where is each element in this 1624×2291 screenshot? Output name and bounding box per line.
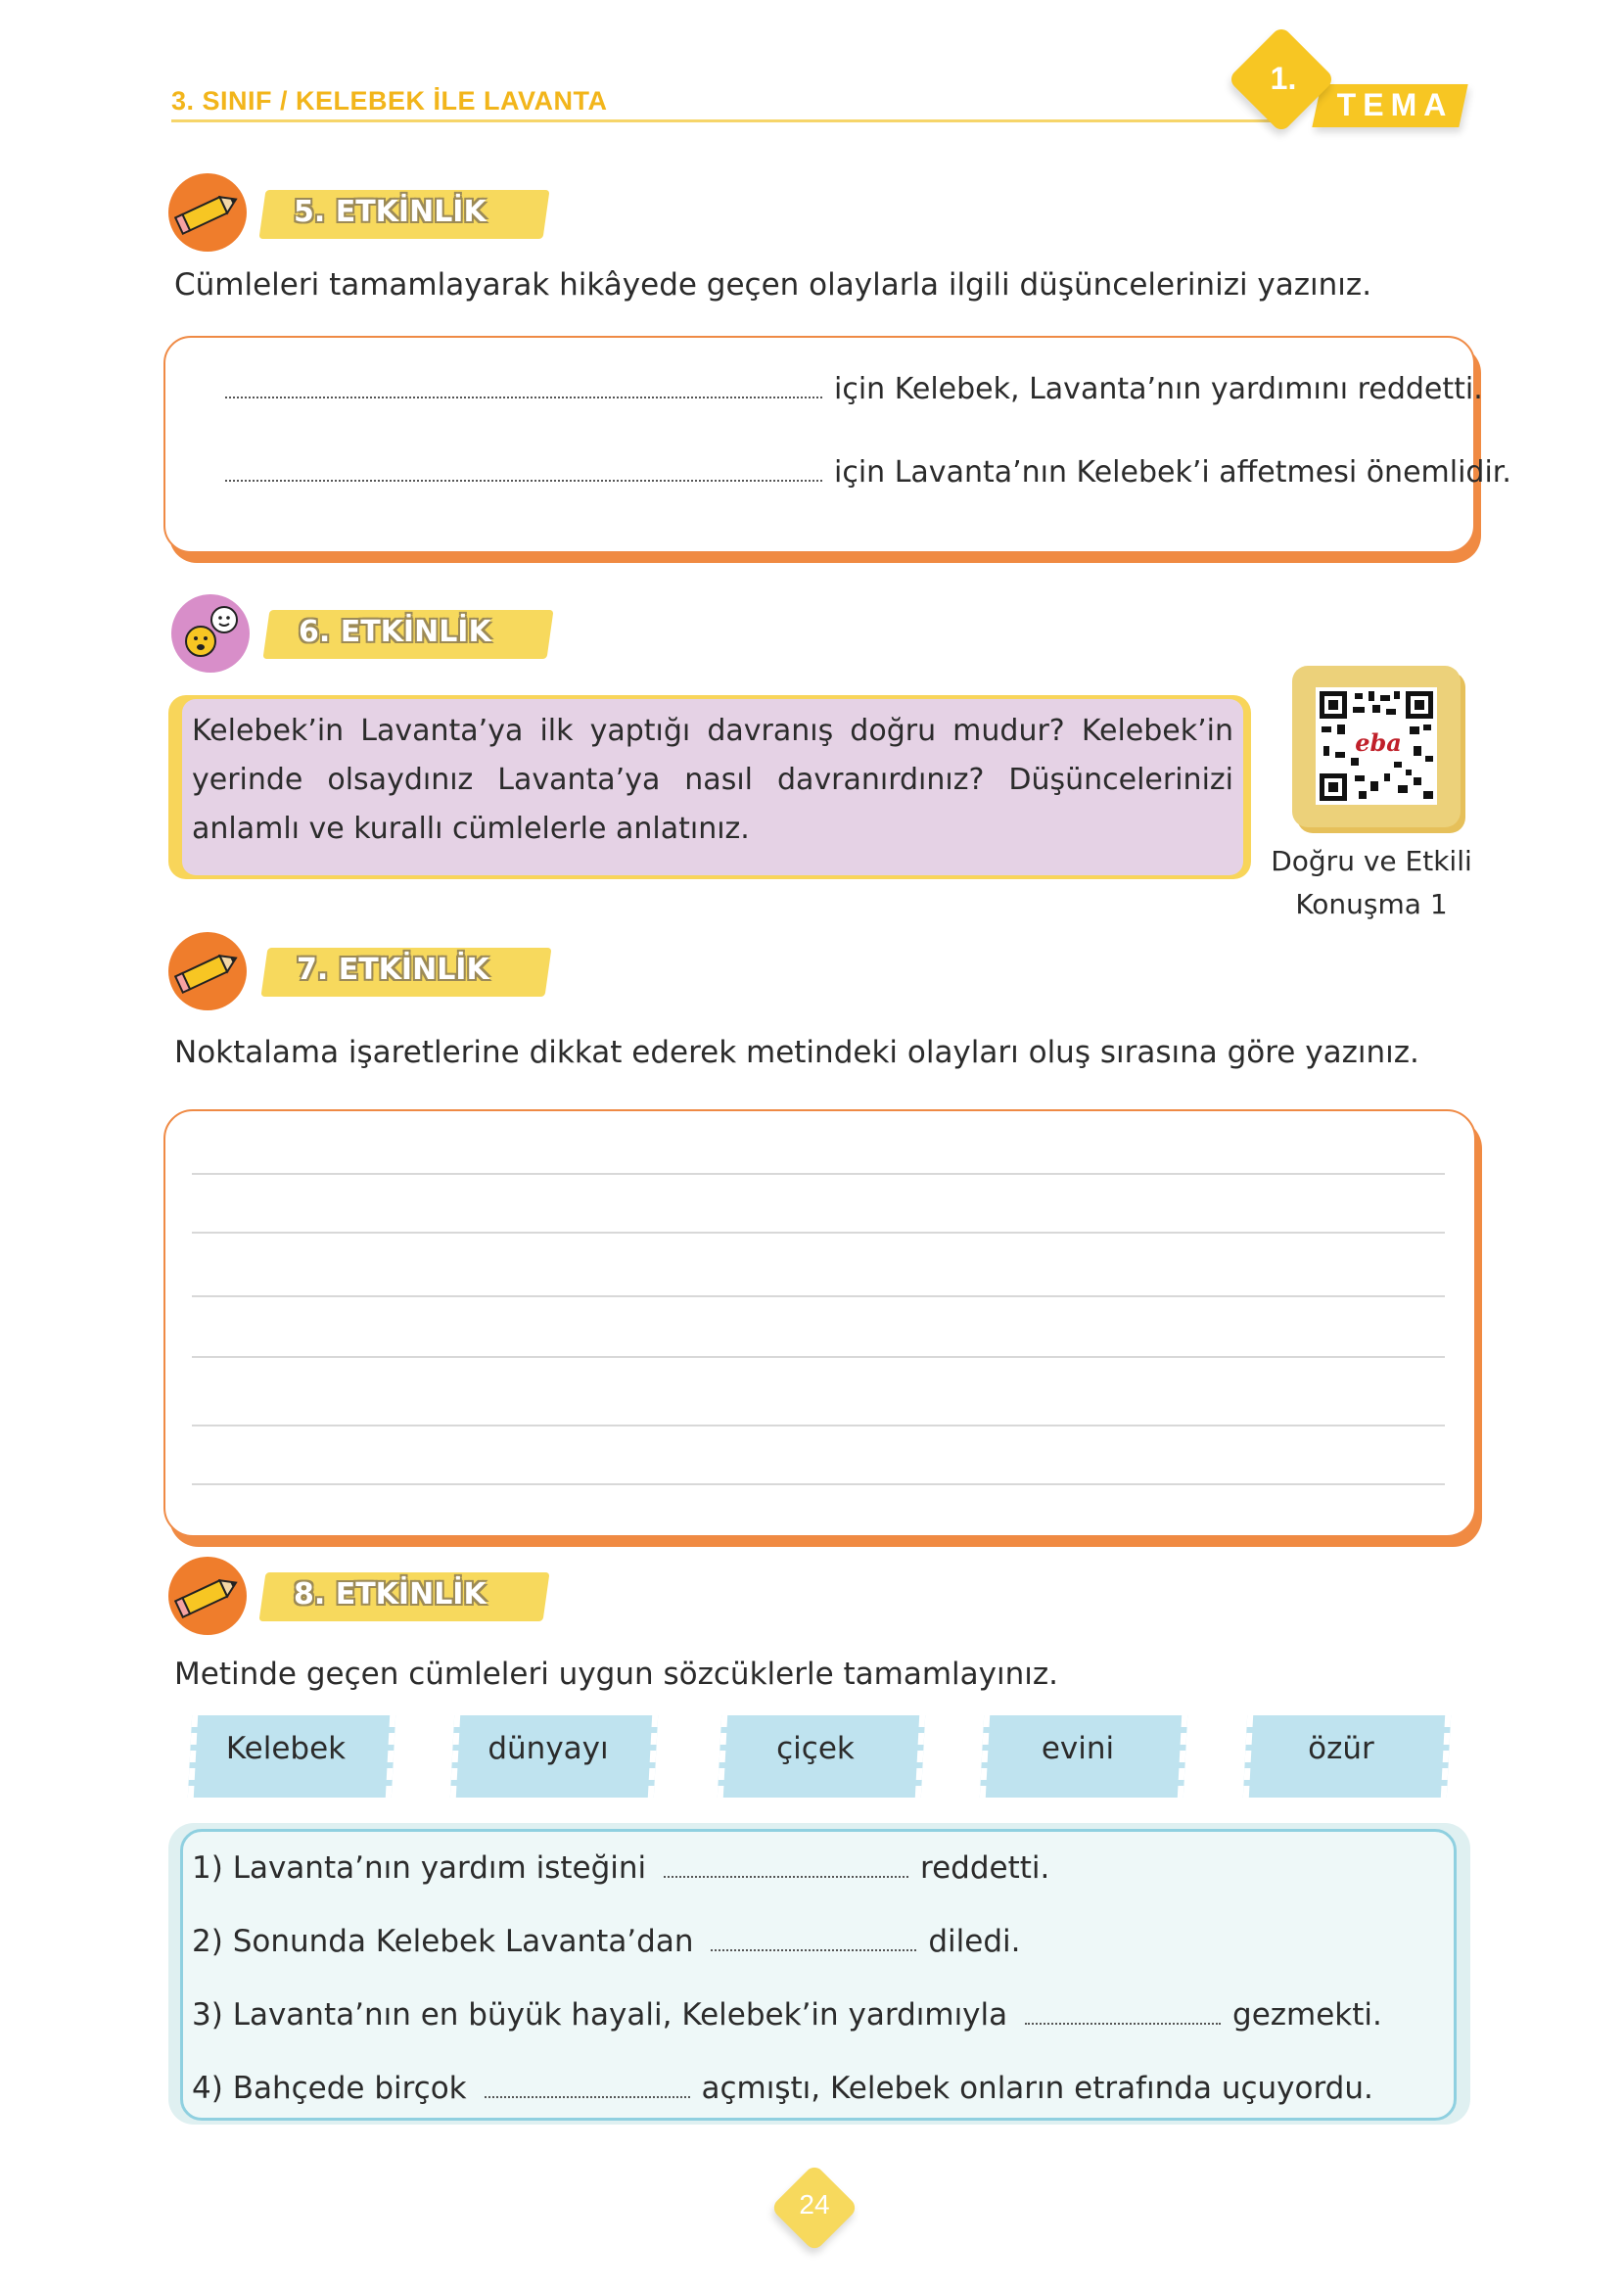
activity5-label: 5. ETKİNLİK	[294, 195, 487, 229]
sentence-text: açmıştı, Kelebek onların etrafında uçuyordu.	[701, 2071, 1373, 2106]
book-title: 3. SINIF / KELEBEK İLE LAVANTA	[171, 86, 608, 116]
theme-label: TEMA	[1336, 87, 1454, 122]
qr-caption-line2: Konuşma 1	[1295, 888, 1448, 920]
activity7-icon-circle	[168, 932, 247, 1010]
writing-line	[192, 1425, 1445, 1426]
word-chip-label: çiçek	[776, 1731, 855, 1766]
sentence-number: 1)	[192, 1850, 223, 1886]
writing-line	[192, 1356, 1445, 1358]
sentence-text: gezmekti.	[1232, 1997, 1382, 2033]
activity5-line-2-text: için Lavanta’nın Kelebek’i affetmesi önemlidir.	[834, 455, 1511, 490]
speech-faces-icon	[171, 594, 250, 673]
sentence-text: reddetti.	[920, 1850, 1050, 1886]
sentence-1	[192, 1850, 1049, 1886]
answer-blank[interactable]	[485, 2096, 690, 2098]
pencil-icon	[168, 173, 247, 252]
sentence-text: Bahçede birçok	[232, 2071, 467, 2106]
activity5-line-1-text: için Kelebek, Lavanta’nın yardımını reddetti.	[834, 372, 1483, 406]
answer-blank[interactable]	[225, 397, 822, 398]
answer-blank[interactable]	[1025, 2023, 1221, 2025]
page-number: 24	[799, 2189, 830, 2220]
activity6-label: 6. ETKİNLİK	[299, 615, 491, 649]
qr-code-icon	[1316, 687, 1437, 805]
writing-line	[192, 1232, 1445, 1234]
answer-blank[interactable]	[711, 1949, 916, 1951]
sentence-text: Lavanta’nın yardım isteğini	[232, 1850, 647, 1886]
activity7-label: 7. ETKİNLİK	[297, 953, 489, 987]
writing-line	[192, 1483, 1445, 1485]
sentence-text: diledi.	[928, 1924, 1021, 1959]
activity5-answer-box	[163, 336, 1475, 553]
qr-caption	[1263, 840, 1480, 926]
sentence-number: 4)	[192, 2071, 223, 2106]
word-chip-label: özür	[1308, 1731, 1374, 1766]
answer-blank[interactable]	[225, 480, 822, 482]
word-chip-label: dünyayı	[487, 1731, 609, 1766]
sentence-number: 2)	[192, 1924, 223, 1959]
activity5-line-1	[225, 372, 1483, 406]
word-chip-label: Kelebek	[225, 1731, 347, 1766]
activity5-instruction: Cümleleri tamamlayarak hikâyede geçen olaylarla ilgili düşüncelerinizi yazınız.	[174, 267, 1372, 303]
activity8-icon-circle	[168, 1557, 247, 1635]
sentence-number: 3)	[192, 1997, 223, 2033]
activity6-icon-circle	[171, 594, 250, 673]
writing-line	[192, 1173, 1445, 1175]
word-chip-label: evini	[1041, 1731, 1115, 1766]
activity8-label: 8. ETKİNLİK	[294, 1577, 487, 1612]
sentence-text: Sonunda Kelebek Lavanta’dan	[232, 1924, 694, 1959]
activity8-instruction: Metinde geçen cümleleri uygun sözcüklerle tamamlayınız.	[174, 1657, 1058, 1692]
header-divider	[171, 119, 1287, 122]
activity7-instruction: Noktalama işaretlerine dikkat ederek metindeki olayları oluş sırasına göre yazınız.	[174, 1035, 1419, 1070]
activity5-icon-circle	[168, 173, 247, 252]
qr-caption-line1: Doğru ve Etkili	[1271, 845, 1472, 877]
theme-number: 1.	[1270, 61, 1297, 96]
answer-blank[interactable]	[664, 1876, 908, 1878]
activity6-prompt: Kelebek’in Lavanta’ya ilk yaptığı davranış doğru mudur? Kelebek’in yerinde olsaydınız Lavanta’ya nasıl davranırdınız? Düşüncelerinizi anlamlı ve kurallı cümlelerle anlatınız.	[192, 714, 1233, 846]
pencil-icon	[168, 1557, 247, 1635]
activity5-line-2	[225, 455, 1511, 490]
sentence-3	[192, 1997, 1382, 2033]
qr-badge: eba	[1355, 728, 1402, 757]
sentence-text: Lavanta’nın en büyük hayali, Kelebek’in yardımıyla	[232, 1997, 1008, 2033]
writing-line	[192, 1295, 1445, 1297]
qr-code[interactable]	[1316, 687, 1437, 805]
sentence-4	[192, 2071, 1373, 2106]
pencil-icon	[168, 932, 247, 1010]
sentence-2	[192, 1924, 1020, 1959]
